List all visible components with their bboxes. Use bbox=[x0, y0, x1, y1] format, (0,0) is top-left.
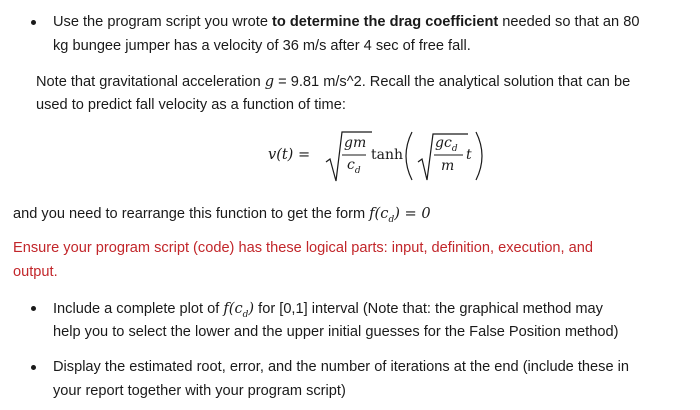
bullet-2-text-post: for [0,1] interval (Note that: the graphical method may bbox=[254, 301, 603, 317]
note-g-variable: g bbox=[264, 73, 275, 90]
note-text-eq: = 9.81 m/s^2. Recall the analytical solution that can be bbox=[274, 74, 631, 90]
note-text-pre: Note that gravitational acceleration bbox=[36, 74, 265, 90]
note-line-1 bbox=[36, 70, 630, 94]
bullet-point-icon bbox=[31, 365, 36, 370]
bullet-1-text-pre: Use the program script you wrote bbox=[53, 14, 272, 30]
ensure-line-1: Ensure your program script (code) has these logical parts: input, definition, execution, and bbox=[13, 240, 594, 256]
rearrange-line bbox=[13, 202, 431, 232]
bullet-point-icon bbox=[31, 306, 36, 311]
equation-num-2: $gc_d$ bbox=[435, 135, 458, 154]
equation-func: tanh bbox=[371, 147, 404, 163]
paren-left-icon bbox=[406, 132, 412, 180]
bullet-1-text-post: needed so that an 80 bbox=[498, 14, 640, 30]
equation-lhs: v(t) = bbox=[268, 147, 311, 163]
bullet-3-line-1: Display the estimated root, error, and the number of iterations at the end (include these in bbox=[53, 359, 629, 375]
bullet-2-function: $f(c_d)$ bbox=[223, 300, 255, 320]
equation-den-2: m bbox=[441, 158, 455, 174]
equation-den-1: $c_d$ bbox=[347, 157, 361, 176]
bullet-point-icon bbox=[31, 20, 36, 25]
velocity-equation bbox=[268, 126, 498, 186]
bullet-1-bold-text: to determine the drag coefficient bbox=[272, 14, 499, 30]
bullet-2-line-2: help you to select the lower and the upper initial guesses for the False Position method) bbox=[53, 324, 619, 340]
bullet-3-line-2: your report together with your program script) bbox=[53, 383, 346, 399]
bullet-1-line-1 bbox=[53, 11, 639, 34]
equation-t: t bbox=[466, 147, 472, 163]
equation-num-1: gm bbox=[344, 135, 367, 151]
bullet-1-line-2: kg bungee jumper has a velocity of 36 m/s after 4 sec of free fall. bbox=[53, 38, 471, 54]
rearrange-form: $f(c_d) = 0$ bbox=[369, 205, 431, 225]
note-line-2: used to predict fall velocity as a function of time: bbox=[36, 97, 346, 113]
paren-right-icon bbox=[476, 132, 482, 180]
rearrange-text: and you need to rearrange this function to get the form bbox=[13, 206, 370, 222]
bullet-2-text-pre: Include a complete plot of bbox=[53, 301, 224, 317]
ensure-line-2: output. bbox=[13, 264, 58, 280]
